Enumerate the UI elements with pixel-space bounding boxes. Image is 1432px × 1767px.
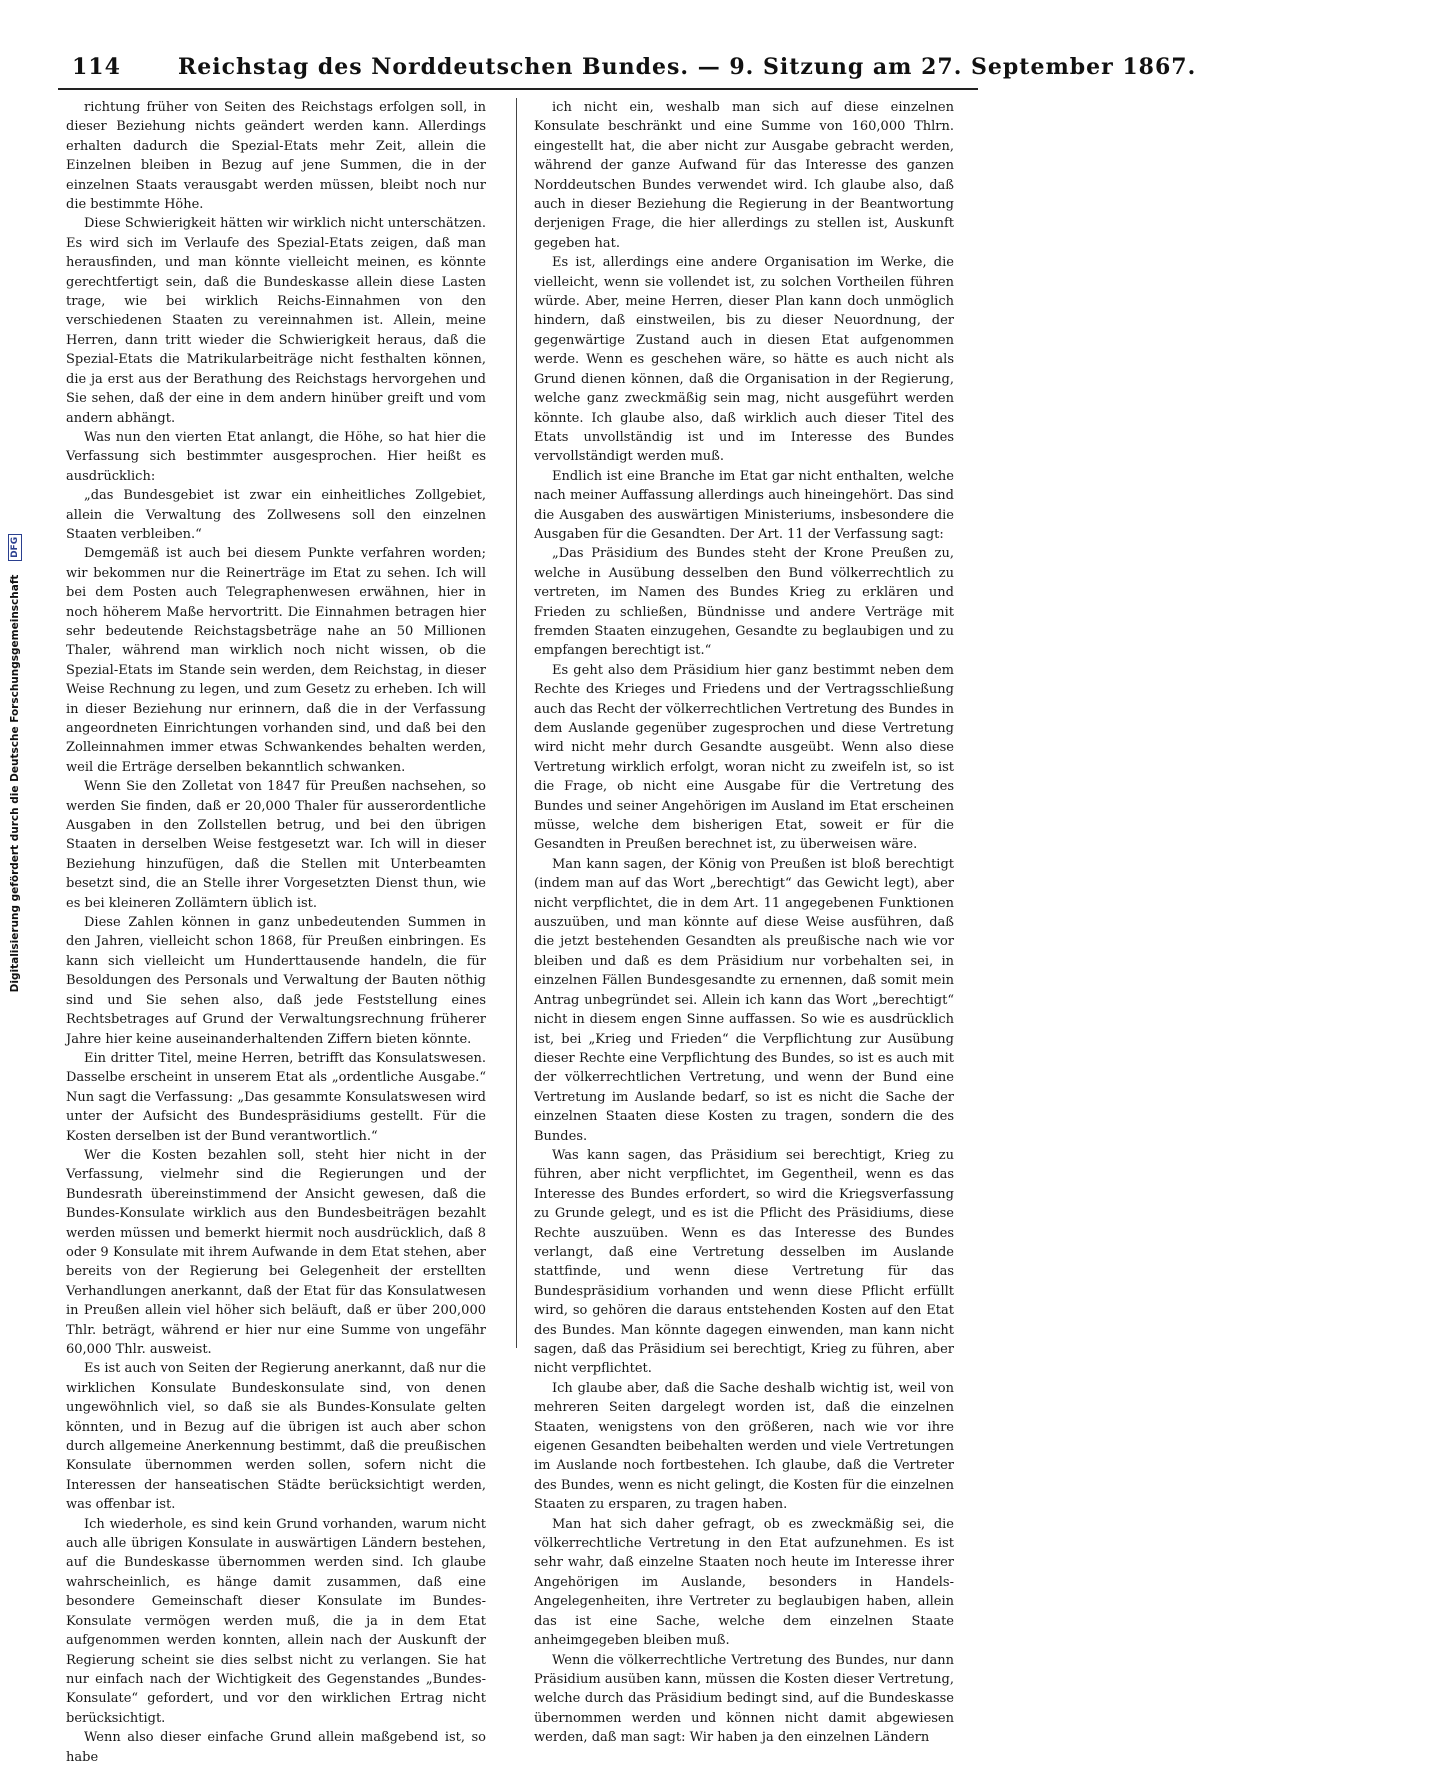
paragraph: Diese Schwierigkeit hätten wir wirklich nicht unterschätzen. Es wird sich im Verlaufe des Spezial-Etats zeigen, daß man herausfinden, und man könnte vielleicht meinen, es könnte gerechtfertigt sein, daß die Bundeskasse allein diese Lasten trage, wie bei wirklich Reichs-Einnahmen von den verschiedenen Staaten zu vereinnahmen ist. Allein, meine Herren, dann tritt wieder die Schwierigkeit heraus, daß die Spezial-Etats die Matrikularbeiträge nicht festhalten können, die ja erst aus der Berathung des Reichstags hervorgehen und Sie sehen, daß der eine in dem andern hinüber greift und vom andern abhängt. bbox=[66, 216, 486, 426]
paragraph: Wenn Sie den Zolletat von 1847 für Preußen nachsehen, so werden Sie finden, daß er 20,000 Thaler für ausserordentliche Ausgaben in den Zollstellen betrug, und bei den übrigen Staaten in derselben Weise festgesetzt war. Ich will in dieser Beziehung hinzufügen, daß die Stellen mit Unterbeamten besetzt sind, die an Stelle ihrer Vorgesetzten Dienst thun, wie es bei kleineren Zollämtern üblich ist. bbox=[66, 779, 486, 911]
paragraph: Was kann sagen, das Präsidium sei berechtigt, Krieg zu führen, aber nicht verpflichtet, im Gegentheil, wenn es das Interesse des Bundes erfordert, so wird die Kriegsverfassung zu Grunde gelegt, und es ist die Pflicht des Präsidiums, diese Rechte auszuüben. Wenn es das Interesse des Bundes verlangt, daß eine Vertretung desselben im Auslande stattfinde, und wenn diese Vertretung für das Bundespräsidium vorhanden und wenn diese Pflicht erfüllt wird, so gehören die daraus entstehenden Kosten auf den Etat des Bundes. Man könnte dagegen einwenden, man kann nicht sagen, daß das Präsidium sei berechtigt, Krieg zu führen, aber nicht verpflichtet. bbox=[534, 1147, 954, 1377]
paragraph: Endlich ist eine Branche im Etat gar nicht enthalten, welche nach meiner Auffassung allerdings auch hineingehört. Das sind die Ausgaben des auswärtigen Ministeriums, insbesondere die Ausgaben für die Gesandten. Der Art. 11 der Verfassung sagt: bbox=[534, 468, 954, 542]
paragraph: Was nun den vierten Etat anlangt, die Höhe, so hat hier die Verfassung sich bestimmter ausgesprochen. Hier heißt es ausdrücklich: bbox=[66, 429, 486, 484]
right-column bbox=[534, 98, 954, 1746]
paragraph: Wer die Kosten bezahlen soll, steht hier nicht in der Verfassung, vielmehr sind die Regierungen und der Bundesrath übereinstimmend der Ansicht gewesen, daß die Bundes-Konsulate wirklich aus den Bundesbeiträgen bezahlt werden müssen und bemerkt hiermit noch ausdrücklich, daß 8 oder 9 Konsulate mit ihrem Aufwande in dem Etat stehen, aber bereits von der Regierung bei Gelegenheit der erstellten Verhandlungen anerkannt, daß der Etat für das Konsulatwesen in Preußen allein viel höher sich beläuft, daß er über 200,000 Thlr. beträgt, während er hier nur eine Summe von ungefähr 60,000 Thlr. ausweist. bbox=[66, 1147, 486, 1357]
digitization-note: Digitalisierung gefördert durch die Deutsche Forschungsgemeinschaft bbox=[9, 574, 21, 993]
column-divider bbox=[516, 98, 517, 1348]
header-rule bbox=[58, 88, 978, 90]
dfg-logo: DFG bbox=[8, 534, 22, 561]
left-column bbox=[66, 98, 486, 1765]
paragraph: richtung früher von Seiten des Reichstags erfolgen soll, in dieser Beziehung nichts geändert werden kann. Allerdings erhalten dadurch die Spezial-Etats mehr Zeit, allein die Einzelnen bleiben in Bezug auf jene Summen, die in der einzelnen Staats verausgabt werden müssen, bleibt noch nur die bestimmte Höhe. bbox=[66, 100, 486, 213]
page-number: 114 bbox=[72, 54, 121, 80]
page-content bbox=[58, 40, 1197, 1765]
paragraph: Man hat sich daher gefragt, ob es zweckmäßig sei, die völkerrechtliche Vertretung in den Etat aufzunehmen. Es ist sehr wahr, daß einzelne Staaten noch heute im Interesse ihrer Angehörigen im Auslande, besonders in Handels-Angelegenheiten, ihre Vertreter zu beglaubigen haben, allein das ist eine Sache, welche dem einzelnen Staate anheimgegeben bleiben muß. bbox=[534, 1516, 954, 1649]
rotated-page bbox=[58, 0, 1197, 1765]
paragraph: Es geht also dem Präsidium hier ganz bestimmt neben dem Rechte des Krieges und Friedens und der Vertragsschließung auch das Recht der völkerrechtlichen Vertretung des Bundes in dem Auslande gegenüber zugesprochen und diese Vertretung wird nicht mehr durch Gesandte ausgeübt. Wenn also diese Vertretung wirklich erfolgt, woran nicht zu zweifeln ist, so ist die Frage, ob nicht eine Ausgabe für die Vertretung des Bundes und seiner Angehörigen im Ausland im Etat erscheinen müsse, welche dem bisherigen Etat, soweit er für die Gesandten in Preußen berechnet ist, zu überweisen wäre. bbox=[534, 662, 954, 853]
paragraph: Diese Zahlen können in ganz unbedeutenden Summen in den Jahren, vielleicht schon 1868, für Preußen einbringen. Es kann sich vielleicht um Hunderttausende handeln, die für Besoldungen des Personals und Verwaltung der Bauten nöthig sind und Sie sehen also, daß jede Feststellung eines Rechtsbetrages auf Grund der Verwaltungsrechnung früherer Jahre hier keine auseinanderhaltenden Ziffern bieten könnte. bbox=[66, 915, 486, 1047]
paragraph: Man kann sagen, der König von Preußen ist bloß berechtigt (indem man auf das Wort „berechtigt“ das Gewicht legt), aber nicht verpflichtet, die in dem Art. 11 angegebenen Funktionen auszuüben, und man könnte auf diese Weise ausführen, daß die jetzt bestehenden Gesandten als preußische nach wie vor bleiben und daß es dem Präsidium nur vorbehalten sei, in einzelnen Fällen Bundesgesandte zu ernennen, daß somit mein Antrag unbegründet sei. Allein ich kann das Wort „berechtigt“ nicht in diesem engen Sinne auffassen. So wie es ausdrücklich ist, bei „Krieg und Frieden“ die Verpflichtung zur Ausübung dieser Rechte eine Verpflichtung des Bundes, so ist es auch mit der völkerrechtlichen Vertretung, und wenn der Bund eine Vertretung im Auslande bedarf, so ist es nicht die Sache der einzelnen Staaten diese Kosten zu tragen, sondern die des Bundes. bbox=[534, 856, 954, 1144]
paragraph: Es ist auch von Seiten der Regierung anerkannt, daß nur die wirklichen Konsulate Bundeskonsulate sind, von denen ungewöhnlich viel, so daß sie als Bundes-Konsulate gelten könnten, und in Bezug auf die übrigen ist auch aber schon durch allgemeine Anerkennung bestimmt, daß die preußischen Konsulate übernommen werden sollen, sofern nicht die Interessen der hanseatischen Städte berücksichtigt werden, was offenbar ist. bbox=[66, 1361, 486, 1513]
paragraph: „Das Präsidium des Bundes steht der Krone Preußen zu, welche in Ausübung desselben den Bund völkerrechtlich zu vertreten, im Namen des Bundes Krieg zu erklären und Frieden zu schließen, Bündnisse und andere Verträge mit fremden Staaten einzugehen, Gesandte zu beglaubigen und zu empfangen berechtigt ist.“ bbox=[534, 546, 954, 659]
paragraph: ich nicht ein, weshalb man sich auf diese einzelnen Konsulate beschränkt und eine Summe von 160,000 Thlrn. eingestellt hat, die aber nicht zur Ausgabe gebracht werden, während der ganze Aufwand für das Interesse des ganzen Norddeutschen Bundes verwendet wird. Ich glaube also, daß auch in dieser Beziehung die Regierung in der Beantwortung derjenigen Frage, die hier allerdings zu stellen ist, Auskunft gegeben hat. bbox=[534, 100, 954, 251]
paragraph: Wenn die völkerrechtliche Vertretung des Bundes, nur dann Präsidium ausüben kann, müssen die Kosten dieser Vertretung, welche durch das Präsidium bedingt sind, auf die Bundeskasse übernommen werden und können nicht damit abgewiesen werden, daß man sagt: Wir haben ja den einzelnen Ländern bbox=[534, 1652, 954, 1746]
digitization-sidebar bbox=[0, 0, 30, 1000]
digitization-note-line bbox=[2, 0, 28, 1000]
page-title: Reichstag des Norddeutschen Bundes. — 9. Sitzung am 27. September 1867. bbox=[178, 54, 1197, 80]
page-header bbox=[58, 50, 1197, 84]
paragraph: Ich wiederhole, es sind kein Grund vorhanden, warum nicht auch alle übrigen Konsulate in auswärtigen Ländern bestehen, auf die Bundeskasse übernommen werden sind. Ich glaube wahrscheinlich, es hänge damit zusammen, daß eine besondere Gemeinschaft dieser Konsulate im Bundes-Konsulate vermögen werden muß, die ja in dem Etat aufgenommen werden konnten, allein nach der Auskunft der Regierung scheint sie dies selbst nicht zu verlangen. Sie hat nur einfach nach der Wichtigkeit des Gegenstandes „Bundes-Konsulate“ gefordert, und vor den wirklichen Ertrag nicht berücksichtigt. bbox=[66, 1516, 486, 1726]
paragraph: Ein dritter Titel, meine Herren, betrifft das Konsulatswesen. Dasselbe erscheint in unserem Etat als „ordentliche Ausgabe.“ Nun sagt die Verfassung: „Das gesammte Konsulatswesen wird unter der Aufsicht des Bundespräsidiums gestellt. Für die Kosten derselben ist der Bund verantwortlich.“ bbox=[66, 1050, 486, 1144]
paragraph: „das Bundesgebiet ist zwar ein einheitliches Zollgebiet, allein die Verwaltung des Zollwesens soll den einzelnen Staaten verbleiben.“ bbox=[66, 488, 486, 542]
paragraph: Demgemäß ist auch bei diesem Punkte verfahren worden; wir bekommen nur die Reinerträge im Etat zu sehen. Ich will bei dem Posten auch Telegraphenwesen erwähnen, hier in noch höherem Maße hervortritt. Die Einnahmen betragen hier sehr bedeutende Reichstagsbeträge nahe an 50 Millionen Thaler, während man wirklich noch nicht wissen, ob die Spezial-Etats im Stande sein werden, dem Reichstag, in dieser Weise Rechnung zu legen, und zum Gesetz zu erheben. Ich will in dieser Beziehung nur erinnern, daß die in der Verfassung angeordneten Einrichtungen vorhanden sind, und daß bei den Zolleinnahmen immer etwas Schwankendes behalten werden, weil die Erträge derselben bekanntlich schwanken. bbox=[66, 546, 486, 775]
paragraph: Wenn also dieser einfache Grund allein maßgebend ist, so habe bbox=[66, 1730, 486, 1765]
paragraph: Es ist, allerdings eine andere Organisation im Werke, die vielleicht, wenn sie vollendet ist, zu solchen Vortheilen führen würde. Aber, meine Herren, dieser Plan kann doch unmöglich hindern, daß einstweilen, bis zu dieser Neuordnung, der gegenwärtige Zustand auch in diesen Etat aufgenommen werde. Wenn es geschehen wäre, so hätte es auch nicht als Grund dienen können, daß die Organisation in der Regierung, welche ganz zweckmäßig sein mag, nicht ausgeführt werden könnte. Ich glaube also, daß wirklich auch dieser Titel des Etats unvollständig ist und im Interesse des Bundes vervollständigt werden muß. bbox=[534, 255, 954, 465]
paragraph: Ich glaube aber, daß die Sache deshalb wichtig ist, weil von mehreren Seiten dargelegt worden ist, daß die einzelnen Staaten, wenigstens von den größeren, nach wie vor ihre eigenen Gesandten beibehalten werden und viele Vertretungen im Auslande noch fortbestehen. Ich glaube, daß die Vertreter des Bundes, wenn es nicht gelingt, die Kosten für die einzelnen Staaten zu ersparen, zu tragen haben. bbox=[534, 1380, 954, 1513]
